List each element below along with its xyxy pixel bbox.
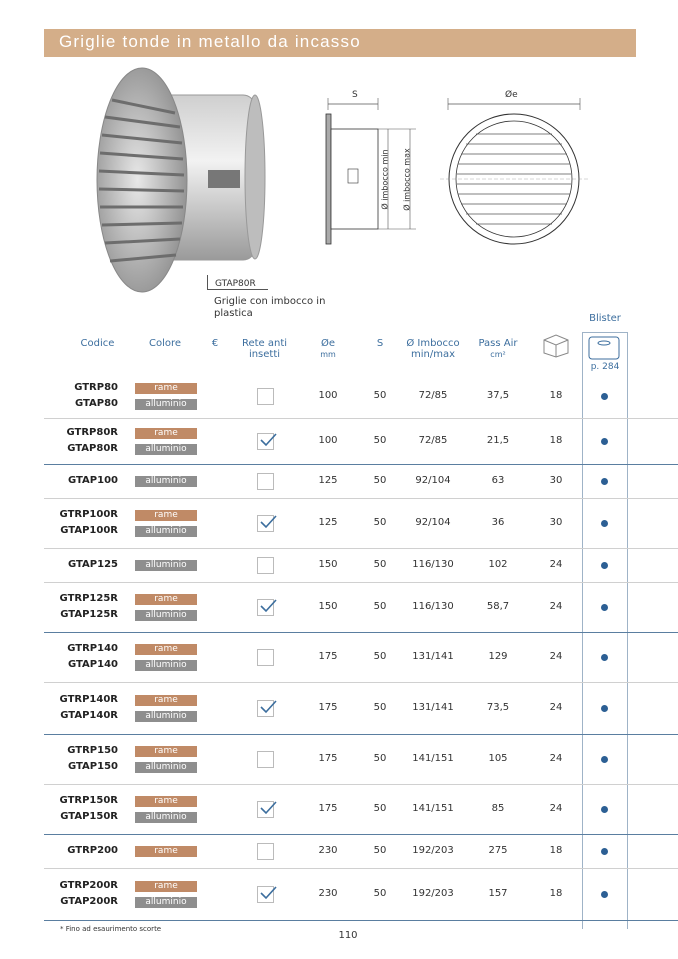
s-value: 50 — [373, 559, 387, 570]
blister-dot — [601, 520, 608, 527]
color-swatch: rame — [135, 383, 197, 394]
qty-value: 18 — [549, 390, 563, 401]
oe-value: 230 — [318, 888, 338, 899]
color-swatch: alluminio — [135, 660, 197, 671]
pass-air-value: 157 — [488, 888, 508, 899]
header-imbocco: Ø Imbocco min/max — [406, 338, 460, 360]
blister-column — [582, 332, 628, 929]
color-swatch: rame — [135, 796, 197, 807]
row-separator — [44, 632, 678, 633]
row-separator — [44, 682, 678, 683]
pass-air-value: 73,5 — [486, 702, 510, 713]
rete-checkbox — [257, 473, 274, 490]
oe-value: 175 — [318, 803, 338, 814]
page-title: Griglie tonde in metallo da incasso — [59, 32, 361, 51]
qty-value: 30 — [549, 517, 563, 528]
blister-dot — [601, 604, 608, 611]
qty-value: 24 — [549, 559, 563, 570]
s-value: 50 — [373, 475, 387, 486]
header-pass-air-unit: cm² — [490, 350, 506, 359]
s-value: 50 — [373, 435, 387, 446]
s-value: 50 — [373, 753, 387, 764]
product-code: GTAP150R — [60, 811, 118, 822]
product-code: GTAP125R — [60, 609, 118, 620]
blister-icon — [588, 336, 620, 360]
imbocco-value: 92/104 — [415, 517, 451, 528]
oe-dimension-label: Øe — [505, 90, 518, 100]
s-value: 50 — [373, 517, 387, 528]
product-code: GTRP150 — [67, 745, 118, 756]
imbocco-value: 92/104 — [415, 475, 451, 486]
header-euro: € — [211, 338, 219, 349]
product-code: GTAP100 — [67, 475, 118, 486]
color-swatch: alluminio — [135, 762, 197, 773]
product-code: GTAP140R — [60, 710, 118, 721]
blister-dot — [601, 438, 608, 445]
imbocco-value: 131/141 — [412, 651, 454, 662]
color-swatch: alluminio — [135, 711, 197, 722]
oe-value: 125 — [318, 517, 338, 528]
oe-value: 150 — [318, 601, 338, 612]
product-code: GTAP80R — [67, 443, 118, 454]
imbocco-value: 116/130 — [412, 559, 454, 570]
color-swatch: alluminio — [135, 476, 197, 487]
rete-checkbox-checked — [257, 599, 274, 616]
qty-value: 24 — [549, 702, 563, 713]
header-rete: Rete anti insetti — [241, 338, 288, 360]
color-swatch: alluminio — [135, 399, 197, 410]
blister-dot — [601, 478, 608, 485]
product-code: GTAP150 — [67, 761, 118, 772]
imbocco-value: 72/85 — [418, 390, 448, 401]
pass-air-value: 129 — [488, 651, 508, 662]
color-swatch: alluminio — [135, 444, 197, 455]
header-oe-label: Øe — [320, 338, 336, 349]
imbocco-value: 141/151 — [412, 803, 454, 814]
pass-air-value: 275 — [488, 845, 508, 856]
row-separator — [44, 784, 678, 785]
qty-value: 24 — [549, 651, 563, 662]
color-swatch: rame — [135, 695, 197, 706]
row-separator — [44, 498, 678, 499]
rete-checkbox-checked — [257, 433, 274, 450]
oe-value: 100 — [318, 435, 338, 446]
product-code: GTRP80R — [66, 427, 118, 438]
color-swatch: rame — [135, 644, 197, 655]
blister-page-ref: p. 284 — [590, 362, 620, 372]
blister-dot — [601, 654, 608, 661]
row-separator — [44, 464, 678, 465]
rete-checkbox — [257, 388, 274, 405]
s-value: 50 — [373, 390, 387, 401]
product-photo — [90, 65, 270, 300]
header-oe-unit: mm — [320, 350, 336, 359]
qty-value: 30 — [549, 475, 563, 486]
s-value: 50 — [373, 888, 387, 899]
blister-dot — [601, 848, 608, 855]
product-code: GTRP140R — [59, 694, 118, 705]
blister-dot — [601, 891, 608, 898]
row-separator — [44, 548, 678, 549]
header-pass-air-label: Pass Air — [478, 338, 518, 349]
product-code: GTRP125R — [59, 593, 118, 604]
color-swatch: alluminio — [135, 526, 197, 537]
s-dimension-label: S — [352, 90, 358, 100]
product-code: GTRP200R — [59, 880, 118, 891]
color-swatch: rame — [135, 881, 197, 892]
rete-checkbox-checked — [257, 801, 274, 818]
oe-value: 175 — [318, 702, 338, 713]
rete-checkbox — [257, 843, 274, 860]
oe-value: 150 — [318, 559, 338, 570]
blister-dot — [601, 393, 608, 400]
color-swatch: alluminio — [135, 610, 197, 621]
qty-value: 24 — [549, 601, 563, 612]
s-value: 50 — [373, 651, 387, 662]
rete-checkbox-checked — [257, 700, 274, 717]
s-value: 50 — [373, 601, 387, 612]
product-code-label: GTAP80R — [215, 279, 256, 289]
color-swatch: rame — [135, 594, 197, 605]
s-value: 50 — [373, 803, 387, 814]
oe-value: 125 — [318, 475, 338, 486]
header-colore: Colore — [148, 338, 182, 349]
header-codice: Codice — [80, 338, 115, 349]
imbocco-max-label: Ø imbocco max — [402, 148, 412, 211]
blister-label: Blister — [589, 313, 621, 324]
check-icon — [259, 431, 277, 449]
row-separator — [44, 582, 678, 583]
qty-value: 18 — [549, 888, 563, 899]
header-s: S — [376, 338, 384, 349]
page-number: 110 — [338, 930, 358, 941]
rete-checkbox — [257, 649, 274, 666]
qty-value: 18 — [549, 845, 563, 856]
row-separator — [44, 834, 678, 835]
color-swatch: rame — [135, 846, 197, 857]
product-code: GTAP200R — [60, 896, 118, 907]
header-pass-air — [472, 338, 524, 360]
color-swatch: alluminio — [135, 560, 197, 571]
s-value: 50 — [373, 845, 387, 856]
product-code: GTAP125 — [67, 559, 118, 570]
color-swatch: rame — [135, 746, 197, 757]
title-bar — [44, 29, 636, 57]
imbocco-value: 72/85 — [418, 435, 448, 446]
pass-air-value: 63 — [491, 475, 505, 486]
blister-dot — [601, 705, 608, 712]
blister-dot — [601, 562, 608, 569]
pass-air-value: 21,5 — [486, 435, 510, 446]
front-view-drawing — [440, 84, 590, 254]
check-icon — [259, 799, 277, 817]
check-icon — [259, 597, 277, 615]
imbocco-value: 192/203 — [412, 888, 454, 899]
oe-value: 230 — [318, 845, 338, 856]
row-separator — [44, 868, 678, 869]
oe-value: 175 — [318, 753, 338, 764]
blister-dot — [601, 756, 608, 763]
pass-air-value: 37,5 — [486, 390, 510, 401]
product-code: GTAP140 — [67, 659, 118, 670]
pass-air-value: 36 — [491, 517, 505, 528]
imbocco-value: 131/141 — [412, 702, 454, 713]
footnote: * Fino ad esaurimento scorte — [60, 925, 162, 933]
product-code: GTRP150R — [59, 795, 118, 806]
product-code: GTRP200 — [67, 845, 118, 856]
product-code: GTRP100R — [59, 509, 118, 520]
rete-checkbox — [257, 557, 274, 574]
product-code: GTAP80 — [74, 398, 118, 409]
s-value: 50 — [373, 702, 387, 713]
rete-checkbox-checked — [257, 515, 274, 532]
color-swatch: rame — [135, 510, 197, 521]
side-view-drawing — [318, 84, 438, 254]
pass-air-value: 105 — [488, 753, 508, 764]
check-icon — [259, 698, 277, 716]
color-swatch: alluminio — [135, 812, 197, 823]
rete-checkbox — [257, 751, 274, 768]
blister-dot — [601, 806, 608, 813]
product-code: GTRP140 — [67, 643, 118, 654]
product-code: GTRP80 — [74, 382, 118, 393]
row-separator — [44, 418, 678, 419]
oe-value: 100 — [318, 390, 338, 401]
imbocco-min-label: Ø imbocco min — [380, 149, 390, 210]
pass-air-value: 58,7 — [486, 601, 510, 612]
box-icon — [541, 332, 571, 358]
color-swatch: rame — [135, 428, 197, 439]
imbocco-value: 192/203 — [412, 845, 454, 856]
product-code: GTAP100R — [60, 525, 118, 536]
row-separator — [44, 734, 678, 735]
qty-value: 18 — [549, 435, 563, 446]
table-bottom-border — [44, 920, 678, 921]
check-icon — [259, 884, 277, 902]
qty-value: 24 — [549, 753, 563, 764]
qty-value: 24 — [549, 803, 563, 814]
oe-value: 175 — [318, 651, 338, 662]
color-swatch: alluminio — [135, 897, 197, 908]
check-icon — [259, 513, 277, 531]
imbocco-value: 141/151 — [412, 753, 454, 764]
product-caption: Griglie con imbocco in plastica — [214, 296, 326, 319]
rete-checkbox-checked — [257, 886, 274, 903]
pass-air-value: 102 — [488, 559, 508, 570]
imbocco-value: 116/130 — [412, 601, 454, 612]
pass-air-value: 85 — [491, 803, 505, 814]
header-oe — [308, 338, 348, 360]
